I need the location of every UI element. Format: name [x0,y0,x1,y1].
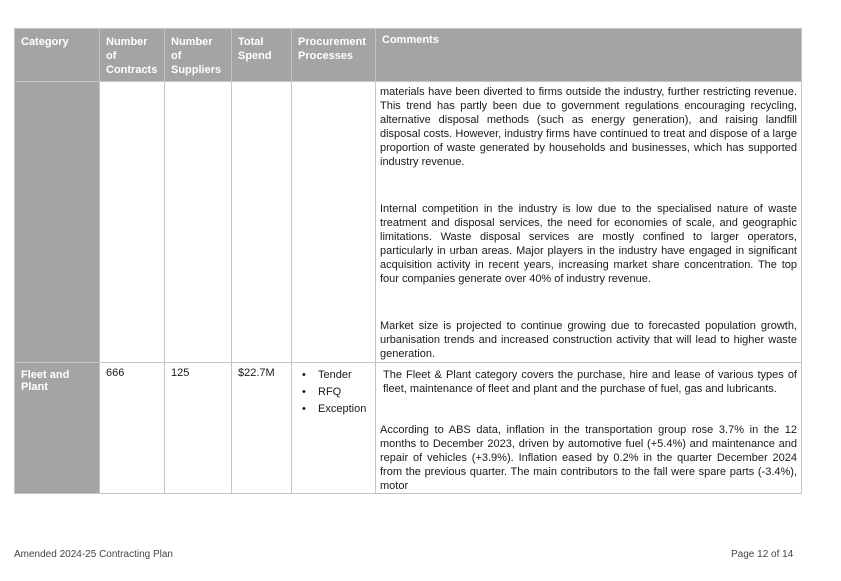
comment-paragraph: The Fleet & Plant category covers the purchase, hire and lease of various types of fleet, maintenance of fleet and plant and the purchase of fuel, gas and lubricants. [383,369,797,395]
list-item: • Tender [298,367,369,384]
header-comments: Comments [376,29,802,82]
table-header [15,29,802,82]
processes-cell-empty [292,82,376,363]
comment-paragraph: materials have been diverted to firms outside the industry, further restricting revenue. This trend has partly been due to government regulations encouraging recycling, alternative disposal methods (such as energy generation), and raising landfill disposal costs. However, industry firms have continued to treat and dispose of a large proportion of waste generated by households and businesses, which has supported industry revenue. [380,86,797,168]
comment-paragraph: Market size is projected to continue growing due to forecasted population growth, urbanisation trends and increased construction activity that will lead to higher waste generation. [380,320,797,360]
table-row-continued [15,82,802,363]
list-item: • Exception [298,401,369,418]
processes-cell [292,363,376,494]
contracting-plan-table [14,28,802,494]
header-category: Category [15,29,100,82]
comments-cell-continued [376,82,802,363]
header-total-spend: Total Spend [232,29,292,82]
category-cell-empty [15,82,100,363]
suppliers-cell: 125 [165,363,232,494]
list-item: • RFQ [298,384,369,401]
footer-document-title: Amended 2024-25 Contracting Plan [14,549,173,560]
contracts-cell: 666 [100,363,165,494]
procurement-process-list [298,367,369,418]
comment-paragraph: According to ABS data, inflation in the transportation group rose 3.7% in the 12 months to December 2023, driven by automotive fuel (+5.4%) and maintenance and repair of vehicles (+3.9%). Inflation eased by 0.2% in the quarter December 2024 from the previous quarter. The main contributors to the fall were spare parts (-3.4%), motor [380,424,797,492]
suppliers-cell-empty [165,82,232,363]
spend-cell: $22.7M [232,363,292,494]
category-cell: Fleet and Plant [15,363,100,494]
comment-paragraph: Internal competition in the industry is low due to the specialised nature of waste treatment and disposal services, the need for economies of scale, and geographic limitations. Waste disposal services are mostly confined to larger operators, particularly in urban areas. Major players in the industry have engaged in significant acquisition activity in recent years, increasing market share concentration. The top four companies generate over 40% of industry revenue. [380,203,797,285]
spend-cell-empty [232,82,292,363]
footer-page-number: Page 12 of 14 [731,549,794,560]
header-number-of-suppliers: Number of Suppliers [165,29,232,82]
contracts-cell-empty [100,82,165,363]
header-number-of-contracts: Number of Contracts [100,29,165,82]
comments-cell [376,363,802,494]
table-row-fleet-and-plant [15,363,802,494]
header-procurement-processes: Procurement Processes [292,29,376,82]
